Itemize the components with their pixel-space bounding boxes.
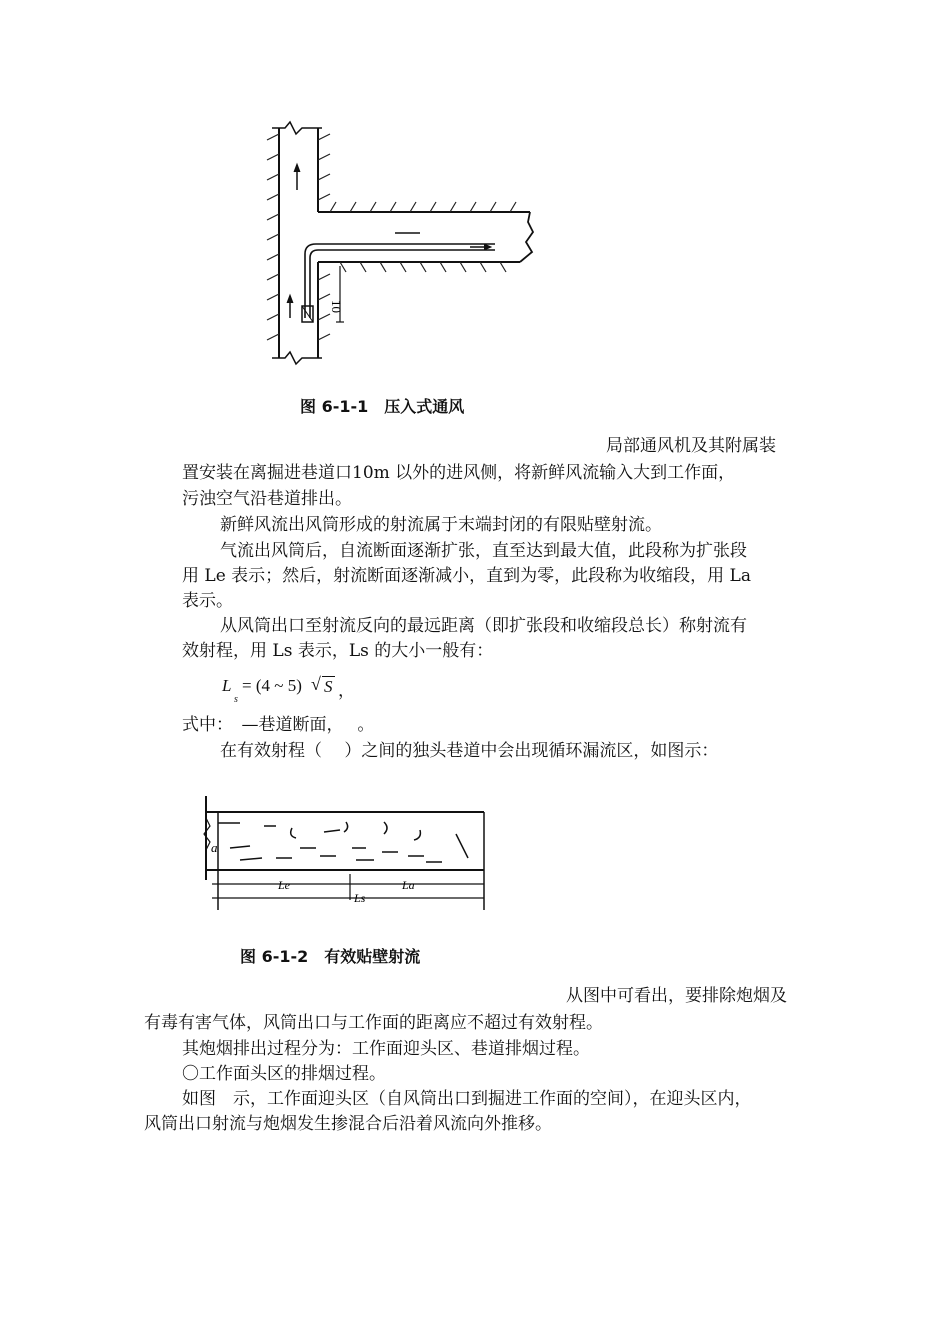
formula-subscript: s [234, 694, 238, 705]
paragraph-3c: 表示。 [182, 591, 233, 611]
paragraph-5: 式中： —巷道断面， 。 [182, 715, 375, 735]
paragraph-1c: 污浊空气沿巷道排出。 [182, 489, 352, 509]
formula-L: L [222, 676, 232, 695]
paragraph-9: 〇工作面头区的排烟过程。 [182, 1064, 386, 1084]
label-le: Le [278, 878, 290, 892]
formula-sqrt-sign: √ [311, 674, 321, 694]
formula-comma: ， [338, 681, 355, 700]
formula-body: = (4 ~ 5) [242, 676, 302, 695]
paragraph-10b: 风筒出口射流与炮烟发生掺混合后沿着风流向外推移。 [144, 1114, 552, 1134]
paragraph-4b: 效射程，用 Ls 表示，Ls 的大小一般有： [182, 641, 494, 661]
paragraph-3a: 气流出风筒后，自流断面逐渐扩张，直至达到最大值，此段称为扩张段 [220, 541, 747, 561]
label-ls: Ls [354, 891, 366, 905]
paragraph-6: 在有效射程（ ）之间的独头巷道中会出现循环漏流区，如图示： [220, 741, 719, 761]
label-la: La [402, 878, 415, 892]
paragraph-7b: 有毒有害气体，风筒出口与工作面的距离应不超过有效射程。 [144, 1013, 603, 1033]
label-a: a [211, 840, 218, 855]
paragraph-1b: 置安装在离掘进巷道口10m 以外的进风侧，将新鲜风流输入大到工作面， [182, 463, 736, 483]
dim-label: 10 [329, 300, 344, 313]
paragraph-8: 其炮烟排出过程分为：工作面迎头区、巷道排烟过程。 [182, 1039, 590, 1059]
paragraph-10a: 如图 示，工作面迎头区（自风筒出口到掘进工作面的空间），在迎头区内， [182, 1089, 752, 1109]
formula-sqrt-arg: S [324, 677, 333, 696]
paragraph-2: 新鲜风流出风筒形成的射流属于末端封闭的有限贴壁射流。 [220, 515, 662, 535]
figure1-caption: 图 6-1-1 压入式通风 [300, 397, 465, 416]
paragraph-3b: 用 Le 表示；然后，射流断面逐渐减小，直到为零，此段称为收缩段，用 La [182, 566, 751, 586]
paragraph-7a: 从图中可看出，要排除炮烟及 [566, 986, 787, 1006]
paragraph-1a: 局部通风机及其附属装 [606, 436, 776, 456]
figure2-caption: 图 6-1-2 有效贴壁射流 [240, 947, 421, 966]
paragraph-4a: 从风筒出口至射流反向的最远距离（即扩张段和收缩段总长）称射流有 [220, 616, 747, 636]
